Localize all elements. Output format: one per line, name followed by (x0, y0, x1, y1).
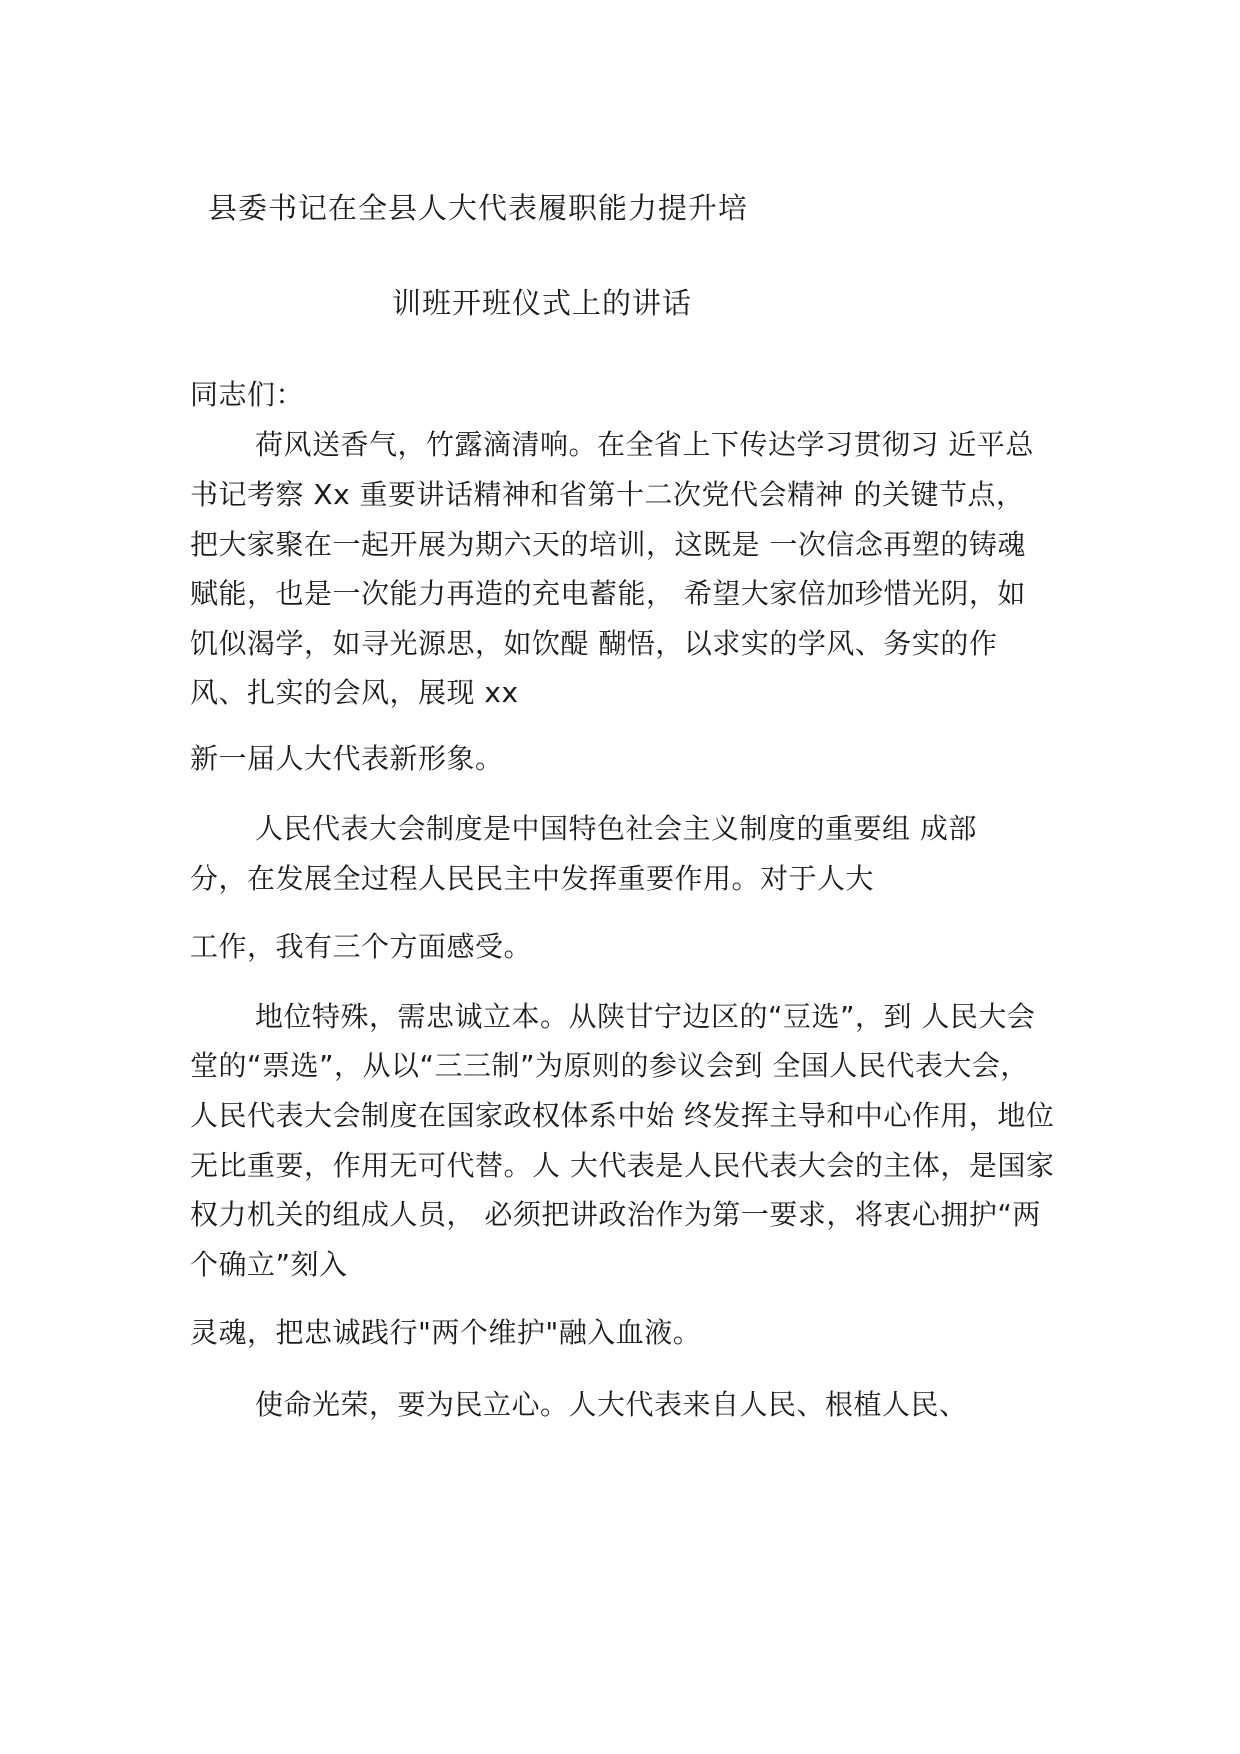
paragraph-line: 地位特殊，需忠诚立本。从陕甘宁边区的“豆选”，到 人民大会 (255, 1000, 1036, 1033)
document-title-line-2: 训班开班仪式上的讲话 (392, 286, 693, 320)
paragraph-line: 权力机关的组成人员， 必须把讲政治作为第一要求，将衷心拥护“两 (190, 1198, 1041, 1231)
paragraph-line: 饥似渴学，如寻光源思，如饮醍 醐悟，以求实的学风、务实的作 (190, 627, 998, 660)
salutation: 同志们： (190, 378, 305, 411)
paragraph-line: 堂的“票选”，从以“三三制”为原则的参议会到 全国人民代表大会， (190, 1049, 1029, 1082)
paragraph-line: 荷风送香气，竹露滴清响。在全省上下传达学习贯彻习 近平总 (255, 428, 1034, 461)
document-title-line-1: 县委书记在全县人大代表履职能力提升培 (208, 191, 749, 225)
paragraph-line: 人民代表大会制度在国家政权体系中始 终发挥主导和中心作用，地位 (190, 1099, 1055, 1132)
paragraph-line: 分，在发展全过程人民民主中发挥重要作用。对于人大 (190, 862, 875, 895)
paragraph-line: 书记考察 Xx 重要讲话精神和省第十二次党代会精神 的关键节点， (190, 478, 1025, 511)
paragraph-line: 新一届人大代表新形象。 (190, 742, 504, 775)
paragraph-line: 个确立”刻入 (190, 1248, 348, 1281)
paragraph-line: 工作，我有三个方面感受。 (190, 930, 533, 963)
paragraph-line: 赋能，也是一次能力再造的充电蓄能， 希望大家倍加珍惜光阴，如 (190, 577, 1026, 610)
paragraph-line: 使命光荣，要为民立心。人大代表来自人民、根植人民、 (255, 1388, 968, 1421)
paragraph-line: 无比重要，作用无可代替。人 大代表是人民代表大会的主体，是国家 (190, 1149, 1055, 1182)
paragraph-line: 人民代表大会制度是中国特色社会主义制度的重要组 成部 (255, 812, 977, 845)
paragraph-line: 灵魂，把忠诚践行"两个维护"融入血液。 (190, 1316, 702, 1349)
paragraph-line: 把大家聚在一起开展为期六天的培训，这既是 一次信念再塑的铸魂 (190, 528, 1026, 561)
paragraph-line: 风、扎实的会风，展现 xx (190, 676, 519, 709)
